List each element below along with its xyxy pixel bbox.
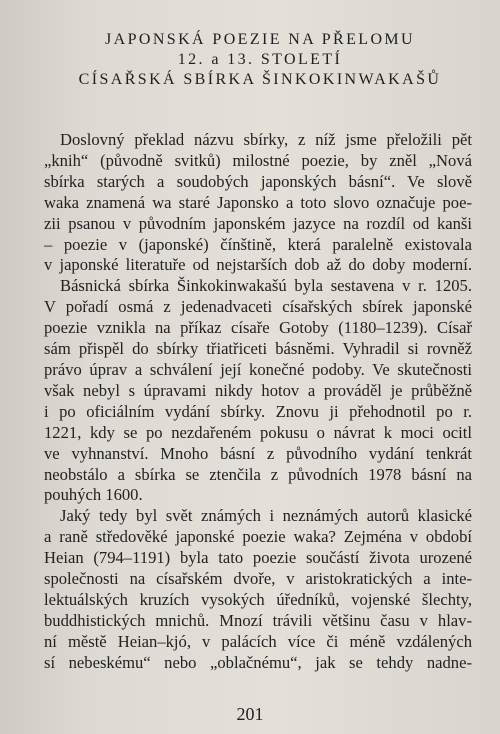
text-line: – poezie v (japonské) čínštině, která paralelně existovala bbox=[44, 234, 472, 254]
text-line: sí nebeskému“ nebo „oblačnému“, jak se tehdy nadne- bbox=[44, 652, 472, 672]
text-line: však nebyl s úpravami nikdy hotov a prováděl je průběžně bbox=[44, 380, 472, 400]
text-line: V pořadí osmá z jedenadvaceti císařských sbírek japonské bbox=[44, 297, 472, 317]
page-number: 201 bbox=[236, 704, 264, 724]
heading-line-3: CÍSAŘSKÁ SBÍRKA ŠINKOKINWAKAŠŮ bbox=[78, 71, 442, 88]
text-line: poezie vznikla na příkaz císaře Gotoby (1180–1239). Císař bbox=[44, 318, 472, 338]
text-line: a raně středověké japonské poezie waka? Zejména v období bbox=[44, 527, 472, 547]
text-line: pouhých 1600. bbox=[44, 485, 143, 505]
chapter-heading bbox=[40, 30, 480, 90]
text-line: sbírka starých a soudobých japonských básní“. Ve slově bbox=[44, 171, 472, 191]
text-line: i po oficiálním vydání sbírky. Znovu ji přehodnotil po r. bbox=[44, 401, 472, 421]
text-line: 1221, kdy se po nezdařeném pokusu o návrat k moci ocitl bbox=[44, 422, 472, 442]
text-line: společnosti na císařském dvoře, v aristokratických a inte- bbox=[44, 569, 472, 589]
text-line: buddhistických mnichů. Mnozí trávili většinu času v hlav- bbox=[44, 610, 472, 630]
text-line: zii psanou v původním japonském jazyce na rozdíl od kanši bbox=[44, 213, 472, 233]
text-line: v japonské literatuře od nejstarších dob až do doby moderní. bbox=[44, 255, 472, 275]
text-line: Jaký tedy byl svět známých i neznámých autorů klasické bbox=[60, 506, 472, 526]
text-line: „knih“ (původně svitků) milostné poezie, by zněl „Nová bbox=[44, 150, 472, 170]
text-line: ní městě Heian–kjó, v palácích více či méně vzdálených bbox=[44, 631, 472, 651]
text-line: Heian (794–1191) byla tato poezie součástí života urozené bbox=[44, 548, 472, 568]
text-line: Básnická sbírka Šinkokinwakašú byla sestavena v r. 1205. bbox=[60, 276, 472, 296]
text-line: Doslovný překlad názvu sbírky, z níž jsme přeložili pět bbox=[60, 130, 472, 149]
text-line: ve vyhnanství. Mnoho básní z původního vydání tenkrát bbox=[44, 443, 472, 463]
text-line: sám přispěl do sbírky třiatřiceti básněmi. Vyhradil si rovněž bbox=[44, 339, 472, 359]
text-line: waka znamená wa staré Japonsko a toto slovo označuje poe- bbox=[44, 192, 472, 212]
heading-line-1: JAPONSKÁ POEZIE NA PŘELOMU bbox=[105, 31, 415, 48]
text-line: právo úprav a schválení její konečné podoby. Ve skutečnosti bbox=[44, 359, 472, 379]
text-line: neobstálo a sbírka se ztenčila z původních 1978 básní na bbox=[44, 464, 472, 484]
body-text bbox=[44, 130, 472, 674]
heading-line-2: 12. a 13. STOLETÍ bbox=[177, 51, 343, 68]
text-line: lektuálských kruzích vysokých úředníků, vojenské šlechty, bbox=[44, 589, 472, 609]
